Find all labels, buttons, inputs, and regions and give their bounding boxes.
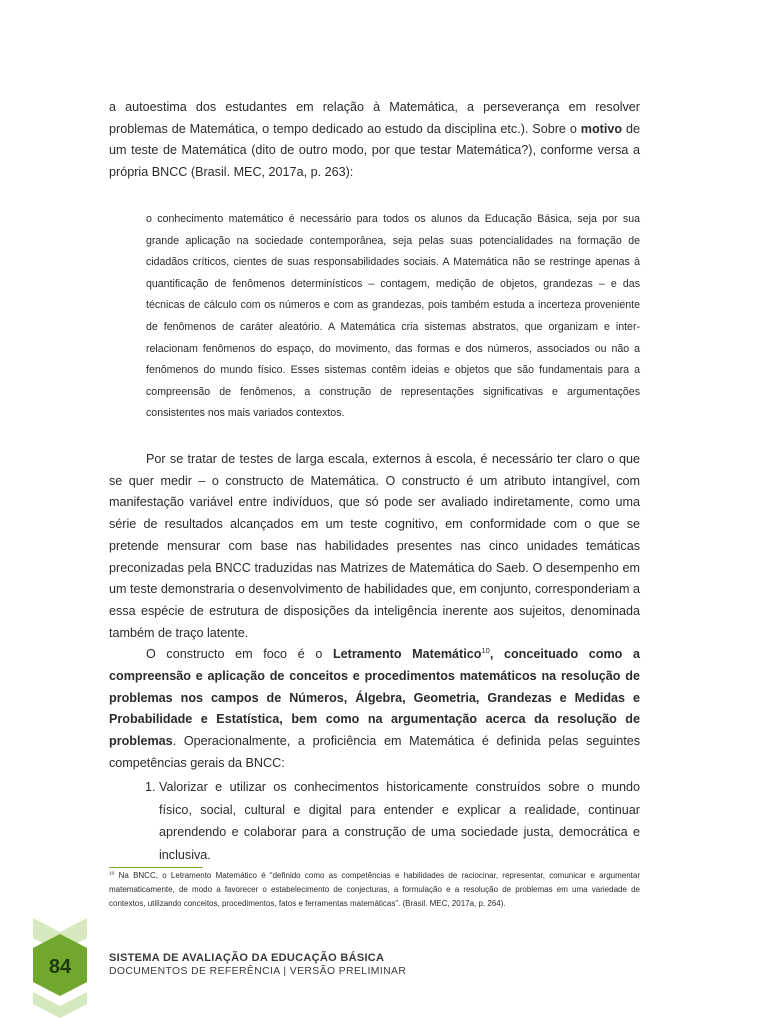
- paragraph-letramento: [109, 644, 640, 774]
- footnote-divider: [109, 867, 203, 868]
- intro-text-2: de um teste de Matemática (dito de outro modo, por que testar Matemática?), conforme versa a própria BNCC (Brasil. MEC, 2017a, p. 263):: [109, 121, 640, 180]
- footnote-ref[interactable]: 10: [481, 646, 490, 656]
- footnote: [109, 869, 640, 911]
- letramento-text-1: O constructo em foco é o: [146, 647, 333, 662]
- block-quote: [146, 209, 640, 425]
- quote-text: o conhecimento matemático é necessário para todos os alunos da Educação Básica, seja por sua grande aplicação na sociedade contemporânea, seja pelas suas potencialidades na formação de cidadãos críticos, cientes de suas responsabilidades sociais. A Matemática não se restringe apenas à quantificação de fenômenos determinísticos – contagem, medição de objetos, grandezas – e das técnicas de cálculo com os números e com as grandezas, pois também estuda a incerteza proveniente de fenômenos de caráter aleatório. A Matemática cria sistemas abstratos, que organizam e inter-relacionam fenômenos do espaço, do movimento, das formas e dos números, associados ou não a fenômenos do mundo físico. Esses sistemas contêm ideias e objetos que são fundamentais para a compreensão de fenômenos, a construção de representações significativas e argumentações consistentes nos mais variados contextos.: [146, 213, 640, 420]
- footnote-number: 10: [109, 871, 115, 877]
- footer-subtitle: DOCUMENTOS DE REFERÊNCIA | VERSÃO PRELIMINAR: [109, 966, 407, 977]
- list-item: [145, 776, 640, 866]
- intro-paragraph: [109, 97, 640, 184]
- body-paragraphs: [109, 449, 640, 775]
- intro-bold-motivo: motivo: [580, 121, 623, 136]
- competencias-list: [145, 776, 640, 866]
- paragraph-constructo: Por se tratar de testes de larga escala, externos à escola, é necessário ter claro o que se quer medir – o constructo de Matemática. O constructo é um atributo intangível, com manifestação variável entre indivíduos, que só pode ser avaliado indiretamente, como uma série de resultados alcançados em um teste cognitivo, em conformidade com o que se pretende mensurar com base nas habilidades presentes nas cinco unidades temáticas preconizadas pela BNCC traduzidas nas Matrizes de Matemática do Saeb. O desempenho em um teste demonstraria o desenvolvimento de habilidades que, em conjunto, corresponderiam a essa espécie de estrutura de disposições da inteligência inerente aos sujeitos, denominada também de traço latente.: [109, 452, 640, 640]
- page-number: 84: [48, 956, 72, 978]
- list-item-text: Valorizar e utilizar os conhecimentos historicamente construídos sobre o mundo físico, social, cultural e digital para entender e explicar a realidade, continuar aprendendo e colaborar para a construção de uma sociedade justa, democrática e inclusiva.: [159, 780, 640, 862]
- footnote-text: Na BNCC, o Letramento Matemático é “definido como as competências e habilidades de raciocinar, representar, comunicar e argumentar matematicamente, de modo a favorecer o estabelecimento de conjecturas, a formulação e a resolução de problemas em uma variedade de contextos, utilizando conceitos, procedimentos, fatos e ferramentas matemáticas”. (Brasil. MEC, 2017a, p. 264).: [109, 871, 640, 908]
- footer-title: SISTEMA DE AVALIAÇÃO DA EDUCAÇÃO BÁSICA: [109, 952, 385, 964]
- page-number-badge: [33, 918, 87, 1018]
- intro-text-1: a autoestima dos estudantes em relação à Matemática, a perseverança em resolver problemas de Matemática, o tempo dedicado ao estudo da disciplina etc.). Sobre o: [109, 100, 640, 136]
- list-item-number: 1.: [145, 780, 156, 794]
- letramento-bold-1: Letramento Matemático: [332, 647, 482, 662]
- letramento-bold-2: , conceituado como a compreensão e aplicação de conceitos e procedimentos matemáticos na resolução de problemas nos campos de Números, Álgebra, Geometria, Grandezas e Medidas e Probabilidade e Estatística, bem como na argumentação acerca da resolução de problemas: [109, 647, 640, 749]
- letramento-text-2: . Operacionalmente, a proficiência em Matemática é definida pelas seguintes competências gerais da BNCC:: [109, 734, 640, 770]
